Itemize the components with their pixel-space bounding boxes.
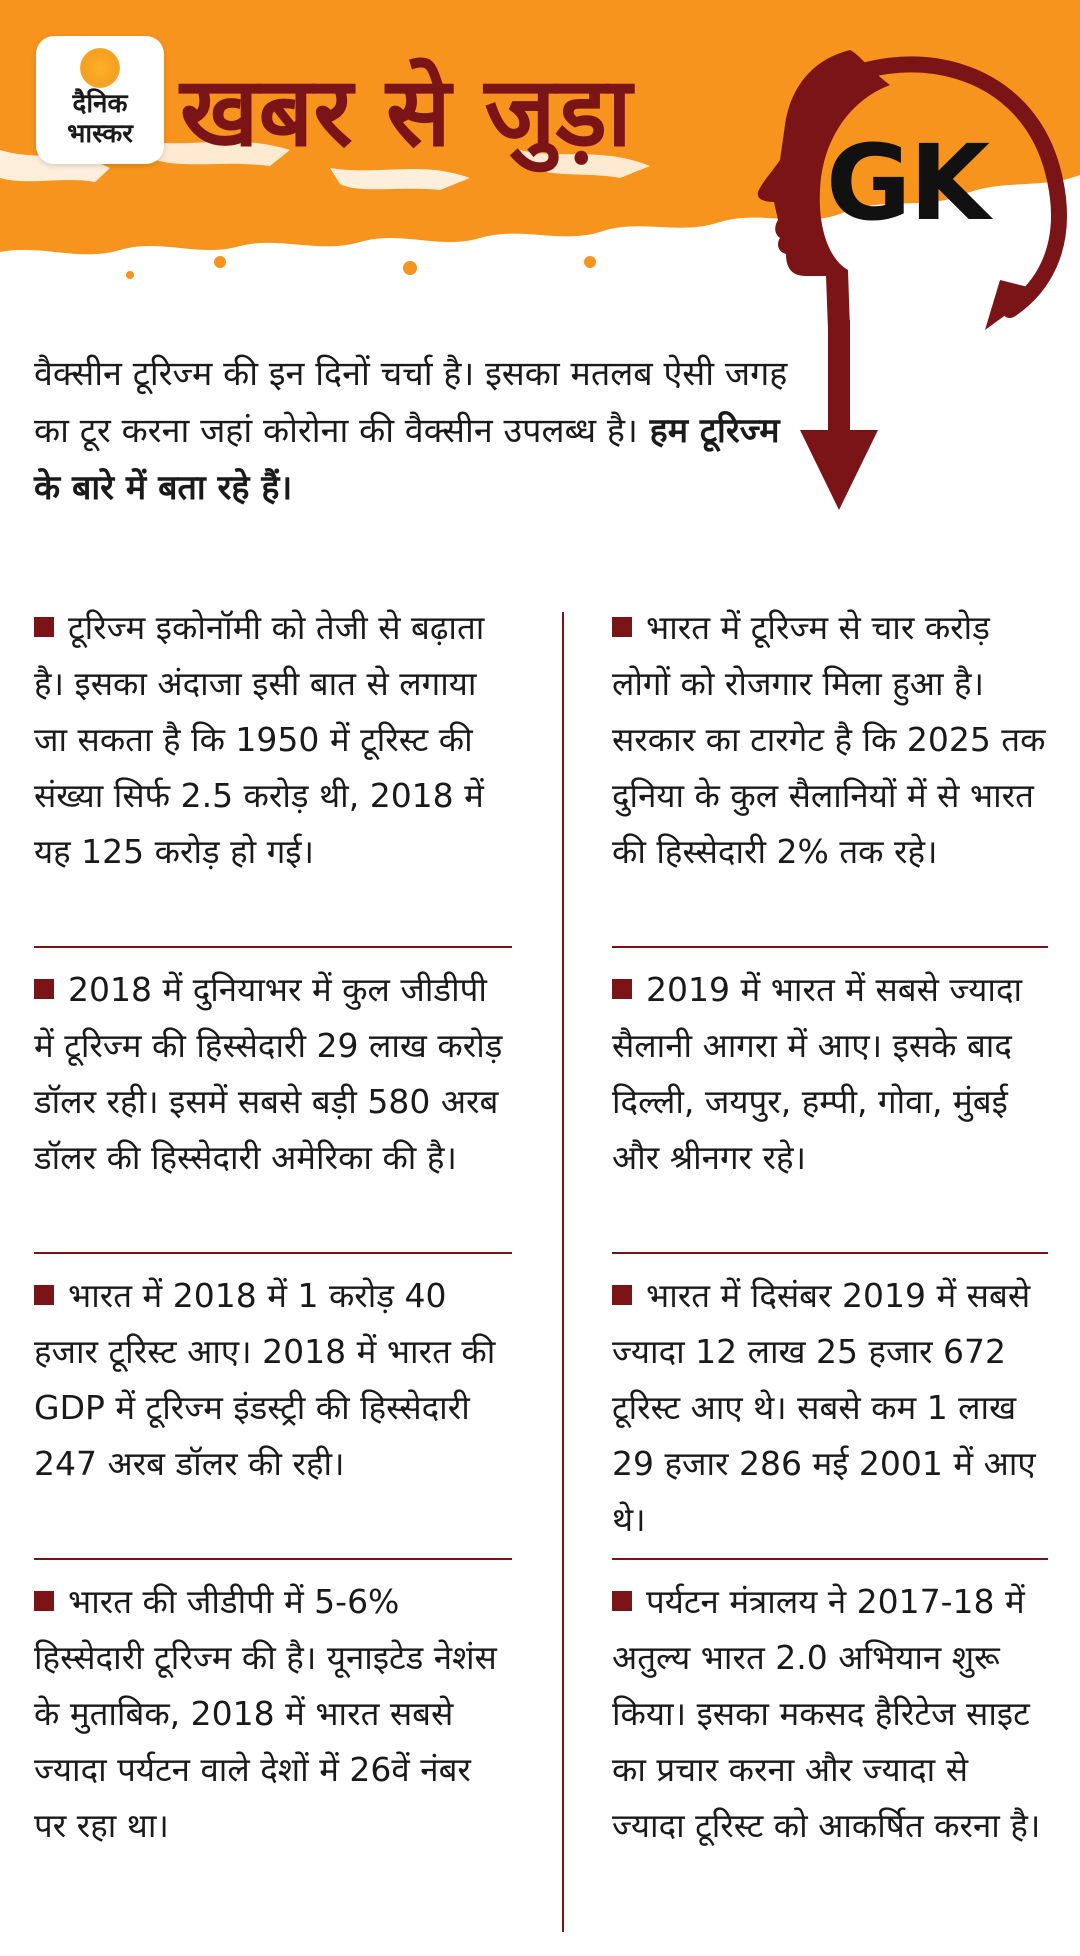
bullet-square-icon	[612, 617, 632, 637]
fact-right-4	[612, 1574, 1048, 1854]
fact-text: भारत में टूरिज्म से चार करोड़ लोगों को रोजगार मिला हुआ है। सरकार का टारगेट है कि 2025 तक दुनिया के कुल सैलानियों में से भारत की हिस्सेदारी 2% तक रहे।	[612, 608, 1046, 871]
fact-left-2	[34, 962, 512, 1186]
logo-word-2: भास्कर	[67, 119, 133, 149]
dainik-bhaskar-logo	[36, 36, 164, 164]
sun-icon	[80, 48, 120, 88]
fact-right-1	[612, 600, 1048, 880]
fact-left-3	[34, 1268, 512, 1492]
bullet-square-icon	[612, 1285, 632, 1305]
gk-badge: GK	[826, 122, 988, 244]
row-divider	[612, 946, 1048, 948]
column-divider	[562, 612, 564, 1932]
row-divider	[34, 1252, 512, 1254]
fact-text: पर्यटन मंत्रालय ने 2017-18 में अतुल्य भारत 2.0 अभियान शुरू किया। इसका मकसद हैरिटेज साइट का प्रचार करना और ज्यादा से ज्यादा टूरिस्ट को आकर्षित करना है।	[612, 1582, 1041, 1845]
intro-text: वैक्सीन टूरिज्म की इन दिनों चर्चा है। इसका मतलब ऐसी जगह का टूर करना जहां कोरोना की वैक्सीन उपलब्ध है।	[34, 354, 788, 451]
bullet-square-icon	[34, 979, 54, 999]
fact-text: भारत की जीडीपी में 5-6% हिस्सेदारी टूरिज्म की है। यूनाइटेड नेशंस के मुताबिक, 2018 में भारत सबसे ज्यादा पर्यटन वाले देशों में 26वें नंबर पर रहा था।	[34, 1582, 497, 1845]
row-divider	[612, 1558, 1048, 1560]
bullet-square-icon	[612, 979, 632, 999]
row-divider	[34, 946, 512, 948]
logo-word-1: दैनिक	[72, 89, 128, 119]
fact-left-4	[34, 1574, 512, 1854]
fact-text: 2019 में भारत में सबसे ज्यादा सैलानी आगरा में आए। इसके बाद दिल्ली, जयपुर, हम्पी, गोवा, मुंबई और श्रीनगर रहे।	[612, 970, 1023, 1177]
fact-text: भारत में 2018 में 1 करोड़ 40 हजार टूरिस्ट आए। 2018 में भारत की GDP में टूरिज्म इंडस्ट्री की हिस्सेदारी 247 अरब डॉलर की रही।	[34, 1276, 496, 1483]
intro-paragraph	[34, 346, 804, 517]
fact-right-3	[612, 1268, 1048, 1548]
page-title: खबर से जुड़ा	[180, 56, 632, 168]
fact-text: 2018 में दुनियाभर में कुल जीडीपी में टूरिज्म की हिस्सेदारी 29 लाख करोड़ डॉलर रही। इसमें सबसे बड़ी 580 अरब डॉलर की हिस्सेदारी अमेरिका की है।	[34, 970, 503, 1177]
bullet-square-icon	[34, 1591, 54, 1611]
row-divider	[612, 1252, 1048, 1254]
intro-bold-text: हम टूरिज्म के बारे में बता रहे हैं।	[34, 411, 780, 508]
bullet-square-icon	[612, 1591, 632, 1611]
bullet-square-icon	[34, 1285, 54, 1305]
bullet-square-icon	[34, 617, 54, 637]
fact-text: भारत में दिसंबर 2019 में सबसे ज्यादा 12 लाख 25 हजार 672 टूरिस्ट आए थे। सबसे कम 1 लाख 29 हजार 286 मई 2001 में आए थे।	[612, 1276, 1036, 1539]
fact-text: टूरिज्म इकोनॉमी को तेजी से बढ़ाता है। इसका अंदाजा इसी बात से लगाया जा सकता है कि 1950 में टूरिस्ट की संख्या सिर्फ 2.5 करोड़ थी, 2018 में यह 125 करोड़ हो गई।	[34, 608, 485, 871]
fact-right-2	[612, 962, 1048, 1186]
row-divider	[34, 1558, 512, 1560]
fact-left-1	[34, 600, 512, 880]
